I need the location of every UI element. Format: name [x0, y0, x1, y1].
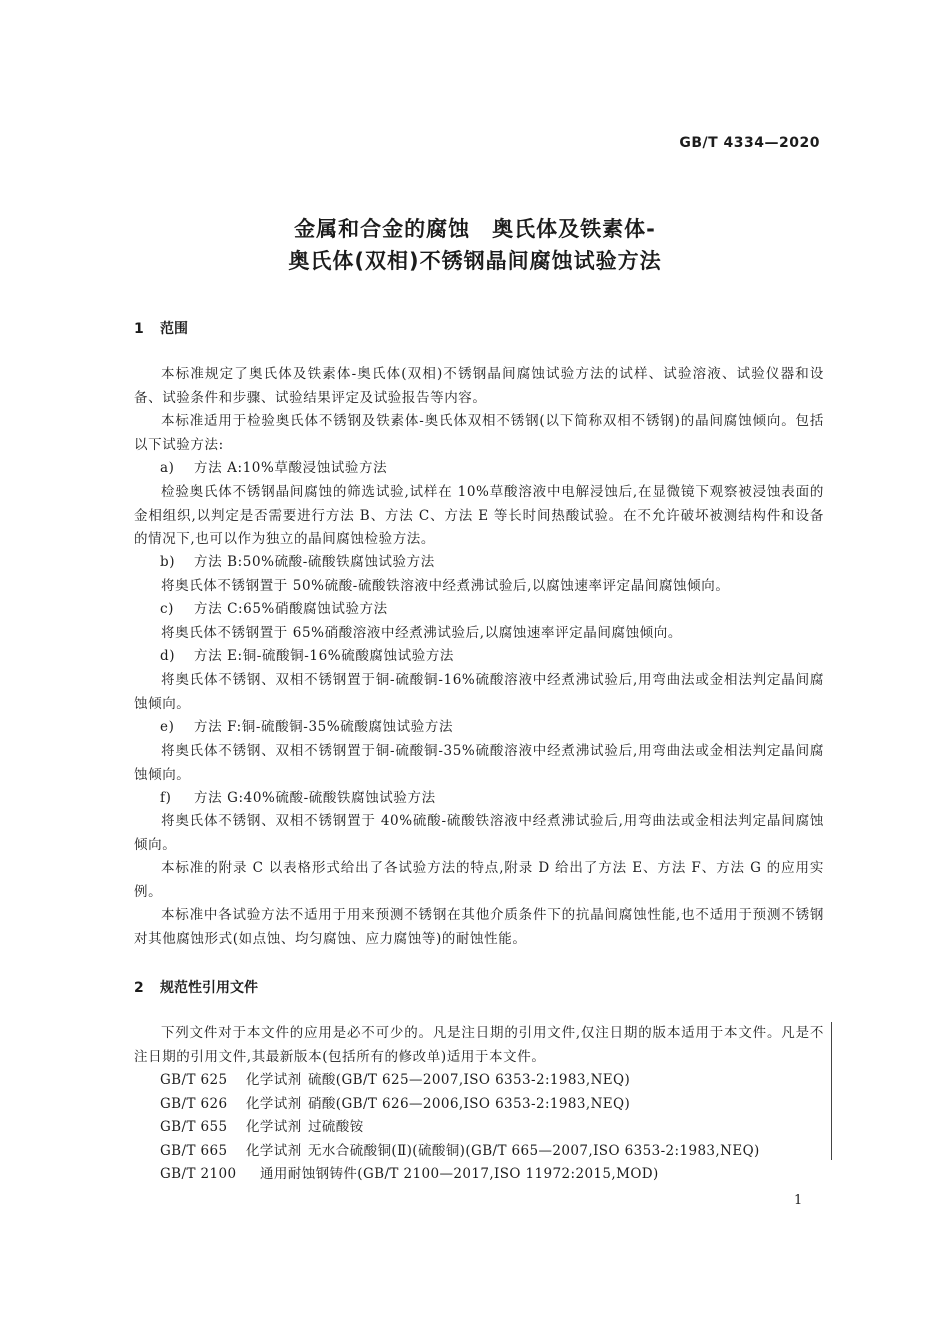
list-item-desc: 将奥氏体不锈钢、双相不锈钢置于 40%硫酸-硫酸铁溶液中经煮沸试验后,用弯曲法或金相法判定晶间腐蚀倾向。	[134, 813, 824, 853]
method-title: 方法 B:50%硫酸-硫酸铁腐蚀试验方法	[194, 554, 435, 570]
change-bar	[831, 1022, 832, 1160]
method-title: 方法 G:40%硫酸-硫酸铁腐蚀试验方法	[194, 790, 436, 806]
reference-code: GB/T 665	[160, 1143, 228, 1159]
method-title: 方法 F:铜-硫酸铜-35%硫酸腐蚀试验方法	[194, 719, 454, 735]
standard-code: GB/T 4334—2020	[679, 135, 820, 151]
reference-category: 化学试剂	[246, 1072, 302, 1088]
reference-name: 通用耐蚀钢铸件(GB/T 2100—2017,ISO 11972:2015,MOD)	[260, 1166, 659, 1182]
reference-name: 过硫酸铵	[308, 1119, 364, 1135]
reference-category: 化学试剂	[246, 1143, 302, 1159]
reference-code: GB/T 655	[160, 1119, 228, 1135]
paragraph: 本标准规定了奥氏体及铁素体-奥氏体(双相)不锈钢晶间腐蚀试验方法的试样、试验溶液、试验仪器和设备、试验条件和步骤、试验结果评定及试验报告等内容。	[134, 366, 824, 406]
list-label: d)	[160, 648, 176, 664]
page-number: 1	[794, 1193, 803, 1208]
reference-category: 化学试剂	[246, 1119, 302, 1135]
reference-name: 无水合硫酸铜(Ⅱ)(硫酸铜)(GB/T 665—2007,ISO 6353-2:1983,NEQ)	[308, 1143, 760, 1159]
list-label: f)	[160, 790, 172, 806]
list-label: b)	[160, 554, 176, 570]
reference-category: 化学试剂	[246, 1096, 302, 1112]
section-title: 规范性引用文件	[160, 980, 258, 996]
list-item-desc: 将奥氏体不锈钢、双相不锈钢置于铜-硫酸铜-35%硫酸溶液中经煮沸试验后,用弯曲法或金相法判定晶间腐蚀倾向。	[134, 743, 824, 783]
list-item-desc: 检验奥氏体不锈钢晶间腐蚀的筛选试验,试样在 10%草酸溶液中电解浸蚀后,在显微镜下观察被浸蚀表面的金相组织,以判定是否需要进行方法 B、方法 C、方法 E 等长时间热酸试验。在不允许破坏被测结构件和设备的情况下,也可以作为独立的晶间腐蚀检验方法。	[134, 484, 824, 547]
reference-code: GB/T 625	[160, 1072, 228, 1088]
method-title: 方法 C:65%硝酸腐蚀试验方法	[194, 601, 388, 617]
paragraph: 本标准中各试验方法不适用于用来预测不锈钢在其他介质条件下的抗晶间腐蚀性能,也不适用于预测不锈钢对其他腐蚀形式(如点蚀、均匀腐蚀、应力腐蚀等)的耐蚀性能。	[134, 907, 824, 947]
reference-item	[160, 1116, 364, 1140]
reference-item	[160, 1069, 630, 1093]
paragraph: 下列文件对于本文件的应用是必不可少的。凡是注日期的引用文件,仅注日期的版本适用于本文件。凡是不注日期的引用文件,其最新版本(包括所有的修改单)适用于本文件。	[134, 1025, 824, 1065]
list-label: a)	[160, 460, 175, 476]
list-item-title	[160, 457, 387, 481]
title-line-1: 金属和合金的腐蚀 奥氏体及铁素体-	[294, 217, 656, 241]
reference-name: 硝酸(GB/T 626—2006,ISO 6353-2:1983,NEQ)	[308, 1096, 631, 1112]
method-title: 方法 A:10%草酸浸蚀试验方法	[194, 460, 388, 476]
reference-code: GB/T 2100	[160, 1166, 237, 1182]
reference-item	[160, 1163, 659, 1187]
reference-name: 硫酸(GB/T 625—2007,ISO 6353-2:1983,NEQ)	[308, 1072, 631, 1088]
list-label: e)	[160, 719, 175, 735]
list-item-title	[160, 716, 453, 740]
list-item-title	[160, 551, 435, 575]
paragraph: 本标准的附录 C 以表格形式给出了各试验方法的特点,附录 D 给出了方法 E、方法 F、方法 G 的应用实例。	[134, 860, 824, 900]
section-2-heading	[134, 977, 258, 997]
method-title: 方法 E:铜-硫酸铜-16%硫酸腐蚀试验方法	[194, 648, 455, 664]
section-title: 范围	[160, 321, 188, 337]
section-1-heading	[134, 318, 188, 338]
reference-item	[160, 1093, 630, 1117]
paragraph: 本标准适用于检验奥氏体不锈钢及铁素体-奥氏体双相不锈钢(以下简称双相不锈钢)的晶间腐蚀倾向。包括以下试验方法:	[134, 413, 824, 453]
list-item-title	[160, 598, 388, 622]
reference-code: GB/T 626	[160, 1096, 228, 1112]
list-label: c)	[160, 601, 175, 617]
section-number: 1	[134, 321, 144, 337]
title-line-2: 奥氏体(双相)不锈钢晶间腐蚀试验方法	[288, 249, 662, 273]
list-item-desc: 将奥氏体不锈钢、双相不锈钢置于铜-硫酸铜-16%硫酸溶液中经煮沸试验后,用弯曲法或金相法判定晶间腐蚀倾向。	[134, 672, 824, 712]
reference-item	[160, 1140, 760, 1164]
section-number: 2	[134, 980, 144, 996]
list-item-desc: 将奥氏体不锈钢置于 50%硫酸-硫酸铁溶液中经煮沸试验后,以腐蚀速率评定晶间腐蚀倾向。	[161, 578, 730, 594]
list-item-desc: 将奥氏体不锈钢置于 65%硝酸溶液中经煮沸试验后,以腐蚀速率评定晶间腐蚀倾向。	[161, 625, 682, 641]
list-item-title	[160, 787, 436, 811]
list-item-title	[160, 645, 454, 669]
